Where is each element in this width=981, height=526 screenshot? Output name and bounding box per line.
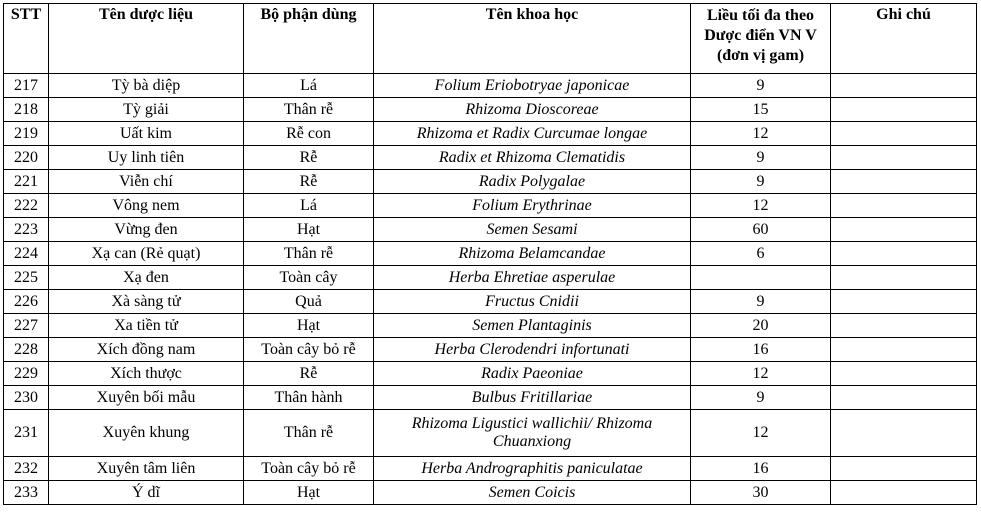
cell-note bbox=[831, 457, 977, 481]
table-row bbox=[4, 410, 977, 457]
cell-herb-name: Xuyên tâm liên bbox=[49, 457, 244, 481]
cell-stt: 218 bbox=[4, 98, 49, 122]
cell-scientific-name: Radix Paeoniae bbox=[374, 362, 691, 386]
cell-max-dose: 16 bbox=[691, 457, 831, 481]
cell-note bbox=[831, 170, 977, 194]
cell-herb-name: Xạ can (Rẻ quạt) bbox=[49, 242, 244, 266]
cell-scientific-name: Semen Plantaginis bbox=[374, 314, 691, 338]
cell-part-used: Thân hành bbox=[244, 386, 374, 410]
cell-part-used: Hạt bbox=[244, 314, 374, 338]
cell-herb-name: Xuyên khung bbox=[49, 410, 244, 457]
cell-scientific-name: Rhizoma Belamcandae bbox=[374, 242, 691, 266]
cell-herb-name: Xích đồng nam bbox=[49, 338, 244, 362]
cell-part-used: Hạt bbox=[244, 218, 374, 242]
table-row bbox=[4, 242, 977, 266]
table-row bbox=[4, 122, 977, 146]
table-row bbox=[4, 457, 977, 481]
header-herb-name: Tên dược liệu bbox=[49, 4, 244, 74]
table-row bbox=[4, 98, 977, 122]
cell-part-used: Toàn cây bỏ rễ bbox=[244, 457, 374, 481]
cell-scientific-name: Radix Polygalae bbox=[374, 170, 691, 194]
cell-herb-name: Xạ đen bbox=[49, 266, 244, 290]
cell-part-used: Hạt bbox=[244, 481, 374, 505]
header-note: Ghi chú bbox=[831, 4, 977, 74]
herb-dose-table bbox=[3, 3, 977, 505]
cell-herb-name: Xà sàng tử bbox=[49, 290, 244, 314]
cell-note bbox=[831, 481, 977, 505]
cell-scientific-name: Herba Ehretiae asperulae bbox=[374, 266, 691, 290]
cell-note bbox=[831, 386, 977, 410]
cell-max-dose: 6 bbox=[691, 242, 831, 266]
cell-stt: 219 bbox=[4, 122, 49, 146]
cell-herb-name: Tỳ bà diệp bbox=[49, 74, 244, 98]
cell-herb-name: Uất kim bbox=[49, 122, 244, 146]
cell-scientific-name: Fructus Cnidii bbox=[374, 290, 691, 314]
cell-part-used: Lá bbox=[244, 194, 374, 218]
cell-stt: 232 bbox=[4, 457, 49, 481]
cell-stt: 226 bbox=[4, 290, 49, 314]
cell-note bbox=[831, 266, 977, 290]
table-row bbox=[4, 338, 977, 362]
cell-max-dose: 30 bbox=[691, 481, 831, 505]
table-row bbox=[4, 290, 977, 314]
cell-max-dose bbox=[691, 266, 831, 290]
cell-part-used: Rễ bbox=[244, 170, 374, 194]
cell-note bbox=[831, 362, 977, 386]
cell-scientific-name: Herba Andrographitis paniculatae bbox=[374, 457, 691, 481]
cell-scientific-name: Folium Eriobotryae japonicae bbox=[374, 74, 691, 98]
cell-max-dose: 9 bbox=[691, 74, 831, 98]
cell-max-dose: 9 bbox=[691, 146, 831, 170]
table-row bbox=[4, 481, 977, 505]
cell-herb-name: Xa tiền tử bbox=[49, 314, 244, 338]
cell-scientific-name: Semen Coicis bbox=[374, 481, 691, 505]
table-row bbox=[4, 362, 977, 386]
cell-part-used: Toàn cây bỏ rễ bbox=[244, 338, 374, 362]
cell-max-dose: 16 bbox=[691, 338, 831, 362]
cell-stt: 229 bbox=[4, 362, 49, 386]
cell-part-used: Thân rễ bbox=[244, 98, 374, 122]
cell-note bbox=[831, 218, 977, 242]
table-row bbox=[4, 170, 977, 194]
cell-note bbox=[831, 98, 977, 122]
header-max-dose: Liều tối đa theo Dược điển VN V (đơn vị gam) bbox=[691, 4, 831, 74]
cell-note bbox=[831, 194, 977, 218]
cell-herb-name: Xích thược bbox=[49, 362, 244, 386]
cell-part-used: Rễ con bbox=[244, 122, 374, 146]
cell-stt: 228 bbox=[4, 338, 49, 362]
cell-herb-name: Ý dĩ bbox=[49, 481, 244, 505]
cell-stt: 230 bbox=[4, 386, 49, 410]
cell-stt: 231 bbox=[4, 410, 49, 457]
cell-max-dose: 12 bbox=[691, 362, 831, 386]
table-row bbox=[4, 146, 977, 170]
table-row bbox=[4, 74, 977, 98]
table-body bbox=[4, 74, 977, 505]
cell-note bbox=[831, 314, 977, 338]
cell-scientific-name: Radix et Rhizoma Clematidis bbox=[374, 146, 691, 170]
cell-note bbox=[831, 410, 977, 457]
header-stt: STT bbox=[4, 4, 49, 74]
cell-part-used: Rễ bbox=[244, 362, 374, 386]
cell-herb-name: Uy linh tiên bbox=[49, 146, 244, 170]
cell-herb-name: Xuyên bối mẫu bbox=[49, 386, 244, 410]
cell-note bbox=[831, 122, 977, 146]
cell-scientific-name: Rhizoma et Radix Curcumae longae bbox=[374, 122, 691, 146]
cell-part-used: Toàn cây bbox=[244, 266, 374, 290]
cell-herb-name: Vừng đen bbox=[49, 218, 244, 242]
table-row bbox=[4, 266, 977, 290]
cell-part-used: Thân rễ bbox=[244, 242, 374, 266]
table-row bbox=[4, 194, 977, 218]
cell-scientific-name: Rhizoma Ligustici wallichii/ Rhizoma Chuanxiong bbox=[374, 410, 691, 457]
cell-note bbox=[831, 290, 977, 314]
cell-stt: 225 bbox=[4, 266, 49, 290]
cell-stt: 227 bbox=[4, 314, 49, 338]
cell-part-used: Thân rễ bbox=[244, 410, 374, 457]
cell-max-dose: 9 bbox=[691, 170, 831, 194]
cell-scientific-name: Folium Erythrinae bbox=[374, 194, 691, 218]
cell-stt: 217 bbox=[4, 74, 49, 98]
cell-stt: 220 bbox=[4, 146, 49, 170]
cell-note bbox=[831, 146, 977, 170]
cell-scientific-name: Semen Sesami bbox=[374, 218, 691, 242]
cell-part-used: Lá bbox=[244, 74, 374, 98]
cell-max-dose: 12 bbox=[691, 410, 831, 457]
cell-note bbox=[831, 242, 977, 266]
header-part-used: Bộ phận dùng bbox=[244, 4, 374, 74]
table-row bbox=[4, 218, 977, 242]
cell-max-dose: 60 bbox=[691, 218, 831, 242]
cell-max-dose: 9 bbox=[691, 290, 831, 314]
cell-max-dose: 15 bbox=[691, 98, 831, 122]
cell-note bbox=[831, 74, 977, 98]
header-scientific-name: Tên khoa học bbox=[374, 4, 691, 74]
table-row bbox=[4, 314, 977, 338]
cell-note bbox=[831, 338, 977, 362]
cell-part-used: Quả bbox=[244, 290, 374, 314]
cell-stt: 222 bbox=[4, 194, 49, 218]
cell-max-dose: 12 bbox=[691, 122, 831, 146]
cell-max-dose: 12 bbox=[691, 194, 831, 218]
cell-scientific-name: Herba Clerodendri infortunati bbox=[374, 338, 691, 362]
cell-herb-name: Vông nem bbox=[49, 194, 244, 218]
cell-herb-name: Tỳ giải bbox=[49, 98, 244, 122]
cell-herb-name: Viễn chí bbox=[49, 170, 244, 194]
cell-stt: 221 bbox=[4, 170, 49, 194]
cell-scientific-name: Rhizoma Dioscoreae bbox=[374, 98, 691, 122]
cell-stt: 223 bbox=[4, 218, 49, 242]
cell-part-used: Rễ bbox=[244, 146, 374, 170]
table-row bbox=[4, 386, 977, 410]
cell-max-dose: 20 bbox=[691, 314, 831, 338]
cell-scientific-name: Bulbus Fritillariae bbox=[374, 386, 691, 410]
cell-max-dose: 9 bbox=[691, 386, 831, 410]
cell-stt: 224 bbox=[4, 242, 49, 266]
header-row bbox=[4, 4, 977, 74]
cell-stt: 233 bbox=[4, 481, 49, 505]
